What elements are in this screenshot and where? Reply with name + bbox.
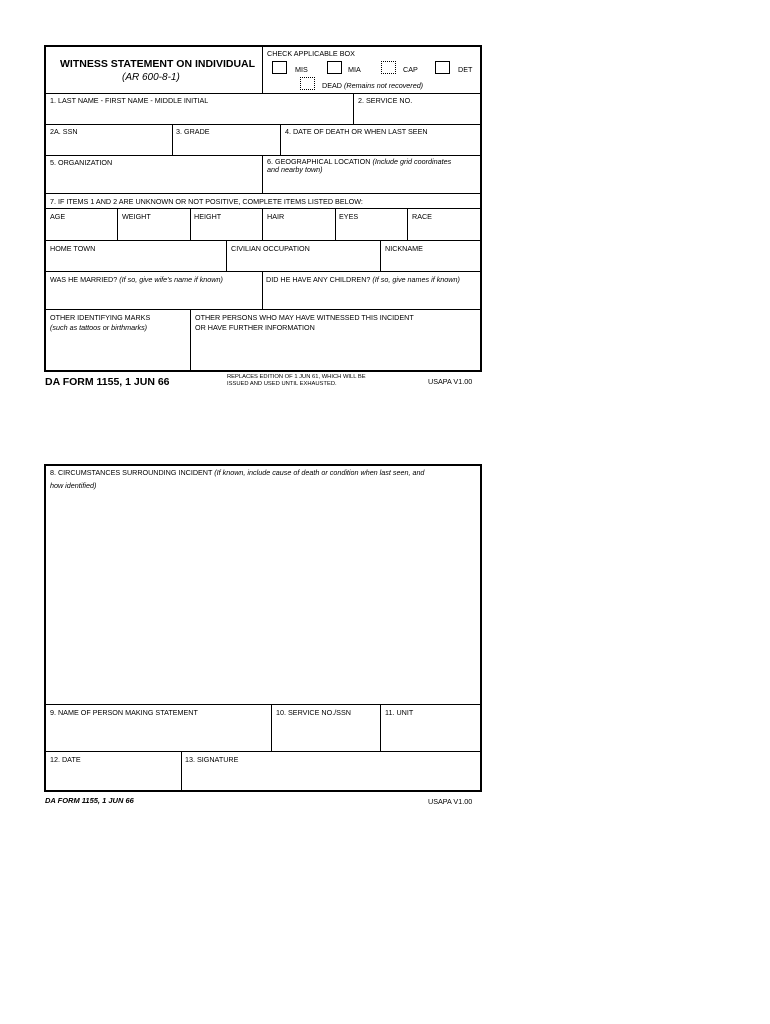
field-6-note-line2: and nearby town) xyxy=(267,165,323,174)
civilian-occupation-field[interactable] xyxy=(228,254,378,270)
row-line xyxy=(45,93,481,94)
mis-label: MIS xyxy=(295,65,308,74)
hair-label: HAIR xyxy=(267,212,285,221)
form-number: DA FORM 1155, 1 JUN 66 xyxy=(45,376,170,388)
service-no-ssn-field[interactable] xyxy=(273,720,378,750)
field-4-label: 4. DATE OF DEATH OR WHEN LAST SEEN xyxy=(285,127,428,136)
field-9-label: 9. NAME OF PERSON MAKING STATEMENT xyxy=(50,708,198,717)
identifying-marks-field[interactable] xyxy=(46,334,188,370)
cap-label: CAP xyxy=(403,65,418,74)
row-line xyxy=(45,240,481,241)
col-line xyxy=(117,208,118,240)
age-label: AGE xyxy=(50,212,66,221)
form-title: WITNESS STATEMENT ON INDIVIDUAL xyxy=(60,58,256,70)
col-line xyxy=(271,704,272,751)
field-8-text: 8. CIRCUMSTANCES SURROUNDING INCIDENT xyxy=(50,468,213,477)
children-text: DID HE HAVE ANY CHILDREN? xyxy=(266,275,371,284)
row-line xyxy=(45,309,481,310)
field-12-label: 12. DATE xyxy=(50,755,81,764)
col-line xyxy=(262,208,263,240)
col-line xyxy=(380,240,381,271)
row-line xyxy=(45,704,481,705)
race-label: RACE xyxy=(412,212,432,221)
row-line xyxy=(45,271,481,272)
field-10-label: 10. SERVICE NO./SSN xyxy=(276,708,351,717)
row-line xyxy=(45,208,481,209)
grade-field[interactable] xyxy=(174,137,278,154)
children-note: (If so, give names if known) xyxy=(372,275,460,284)
children-label xyxy=(266,275,460,284)
statement-maker-name-field[interactable] xyxy=(46,720,269,750)
mia-label: MIA xyxy=(348,65,361,74)
service-no-field[interactable] xyxy=(355,106,480,123)
det-checkbox[interactable] xyxy=(435,61,450,74)
age-field[interactable] xyxy=(46,222,116,239)
nickname-field[interactable] xyxy=(382,254,480,270)
header-divider xyxy=(262,46,263,93)
col-line xyxy=(262,271,263,309)
form-number-page2: DA FORM 1155, 1 JUN 66 xyxy=(45,796,134,805)
children-field[interactable] xyxy=(264,286,480,308)
married-note: (If so, give wife's name if known) xyxy=(119,275,223,284)
field-6-text: 6. GEOGRAPHICAL LOCATION xyxy=(267,157,371,166)
other-persons-field[interactable] xyxy=(192,334,480,370)
weight-label: WEIGHT xyxy=(122,212,151,221)
dead-label xyxy=(322,81,423,90)
last-name-field[interactable] xyxy=(46,106,351,123)
home-town-label: HOME TOWN xyxy=(50,244,96,253)
other-persons-label-line2: OR HAVE FURTHER INFORMATION xyxy=(195,323,315,332)
field-3-label: 3. GRADE xyxy=(176,127,210,136)
field-8-note-line2: how identified) xyxy=(50,481,97,490)
col-line xyxy=(407,208,408,240)
col-line xyxy=(262,155,263,193)
version-label-page2: USAPA V1.00 xyxy=(428,797,473,806)
eyes-label: EYES xyxy=(339,212,359,221)
weight-field[interactable] xyxy=(119,222,189,239)
col-line xyxy=(190,309,191,371)
geo-location-field[interactable] xyxy=(264,175,480,192)
dead-checkbox[interactable] xyxy=(300,77,315,90)
replaces-note: REPLACES EDITION OF 1 JUN 61, WHICH WILL BE xyxy=(227,374,366,380)
mia-checkbox[interactable] xyxy=(327,61,342,74)
det-label: DET xyxy=(458,65,473,74)
organization-field[interactable] xyxy=(46,168,260,192)
date-field[interactable] xyxy=(46,767,179,790)
field-1-label: 1. LAST NAME - FIRST NAME - MIDDLE INITIAL xyxy=(50,96,209,105)
col-line xyxy=(353,93,354,124)
field-8-label xyxy=(50,468,424,477)
nickname-label: NICKNAME xyxy=(385,244,423,253)
row-line xyxy=(45,193,481,194)
signature-field[interactable] xyxy=(183,767,480,790)
check-header: CHECK APPLICABLE BOX xyxy=(267,49,355,58)
eyes-field[interactable] xyxy=(337,222,406,239)
height-field[interactable] xyxy=(192,222,261,239)
marks-label: OTHER IDENTIFYING MARKS xyxy=(50,313,151,322)
other-persons-label: OTHER PERSONS WHO MAY HAVE WITNESSED THIS INCIDENT xyxy=(195,313,414,322)
field-13-label: 13. SIGNATURE xyxy=(185,755,239,764)
col-line xyxy=(190,208,191,240)
col-line xyxy=(181,751,182,791)
mis-checkbox[interactable] xyxy=(272,61,287,74)
row-line xyxy=(45,751,481,752)
date-of-death-field[interactable] xyxy=(282,137,480,154)
version-label: USAPA V1.00 xyxy=(428,377,473,386)
field-11-label: 11. UNIT xyxy=(385,708,414,717)
cap-checkbox[interactable] xyxy=(381,61,396,74)
unit-field[interactable] xyxy=(382,720,480,750)
field-7-label: 7. IF ITEMS 1 AND 2 ARE UNKNOWN OR NOT POSITIVE, COMPLETE ITEMS LISTED BELOW: xyxy=(50,197,363,206)
col-line xyxy=(380,704,381,751)
field-2-label: 2. SERVICE NO. xyxy=(358,96,413,105)
form-regulation: (AR 600-8-1) xyxy=(122,72,180,83)
col-line xyxy=(172,124,173,155)
married-label xyxy=(50,275,223,284)
ssn-field[interactable] xyxy=(46,137,170,154)
married-field[interactable] xyxy=(46,286,260,308)
circumstances-field[interactable] xyxy=(46,494,480,703)
col-line xyxy=(335,208,336,240)
marks-note: (such as tattoos or birthmarks) xyxy=(50,323,148,332)
col-line xyxy=(226,240,227,271)
col-line xyxy=(280,124,281,155)
race-field[interactable] xyxy=(409,222,480,239)
dead-label-note: (Remains not recovered) xyxy=(343,81,424,90)
field-8-note: (If known, include cause of death or condition when last seen, and xyxy=(214,468,425,477)
civilian-occupation-label: CIVILIAN OCCUPATION xyxy=(231,244,310,253)
married-text: WAS HE MARRIED? xyxy=(50,275,118,284)
row-line xyxy=(45,124,481,125)
height-label: HEIGHT xyxy=(194,212,222,221)
field-2a-label: 2A. SSN xyxy=(50,127,78,136)
hair-field[interactable] xyxy=(264,222,334,239)
field-6-note: (Include grid coordinates xyxy=(372,157,452,166)
replaces-note-line2: ISSUED AND USED UNTIL EXHAUSTED. xyxy=(227,381,337,387)
row-line xyxy=(45,155,481,156)
home-town-field[interactable] xyxy=(46,254,224,270)
dead-label-text: DEAD xyxy=(322,81,342,90)
field-5-label: 5. ORGANIZATION xyxy=(50,158,113,167)
